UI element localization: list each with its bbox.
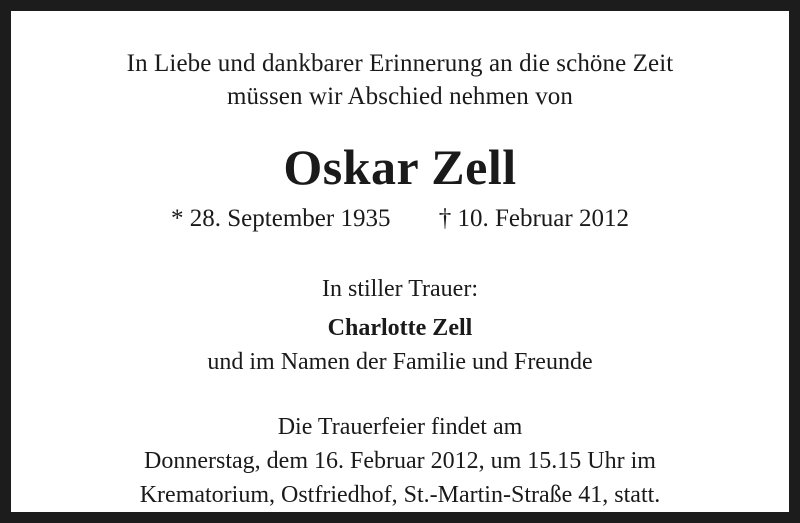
ceremony-details <box>51 410 749 512</box>
family-line: und im Namen der Familie und Freunde <box>207 348 593 375</box>
life-dates <box>51 203 749 236</box>
birth-date: * 28. September 1935 <box>171 204 391 232</box>
intro-text <box>51 47 749 114</box>
intro-line-2: müssen wir Abschied nehmen von <box>226 83 573 111</box>
obituary-card <box>11 11 789 512</box>
mourner-name: Charlotte Zell <box>327 315 473 342</box>
ceremony-line-1: Die Trauerfeier findet am <box>277 413 523 440</box>
death-date: † 10. Februar 2012 <box>438 204 629 232</box>
mourning-label: In stiller Trauer: <box>322 276 478 302</box>
ceremony-line-3: Krematorium, Ostfriedhof, St.-Martin-Straße 41, statt. <box>139 481 661 508</box>
intro-line-1: In Liebe und dankbarer Erinnerung an die schöne Zeit <box>126 50 674 77</box>
ceremony-line-2: Donnerstag, dem 16. Februar 2012, um 15.15 Uhr im <box>144 447 656 474</box>
deceased-name: Oskar Zell <box>283 138 517 195</box>
